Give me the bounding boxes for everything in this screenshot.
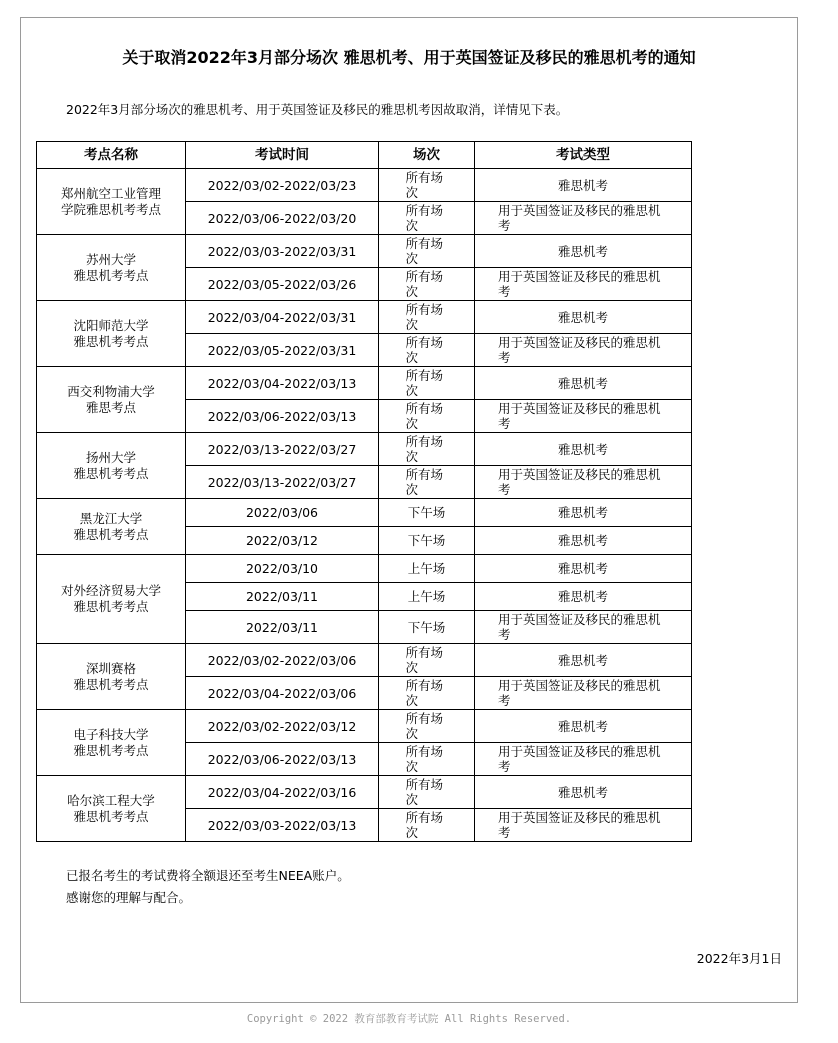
exam-type-cell	[475, 743, 692, 776]
cancellation-table	[36, 141, 692, 842]
header-center: 考点名称	[37, 142, 186, 169]
session-text: 下午场	[407, 533, 446, 548]
session-text: 上午场	[407, 561, 446, 576]
center-name-cell	[37, 776, 186, 842]
copyright-footer: Copyright © 2022 教育部教育考试院 All Rights Reserved.	[246, 1013, 572, 1025]
session-text: 所有场次	[405, 170, 444, 200]
exam-type-cell	[475, 809, 692, 842]
exam-type-text: 用于英国签证及移民的雅思机考	[498, 810, 661, 840]
session-text: 所有场次	[405, 777, 444, 807]
center-name: 电子科技大学 雅思机考考点	[73, 726, 149, 758]
exam-date-cell: 2022/03/02-2022/03/23	[186, 169, 379, 202]
session-cell	[379, 334, 475, 367]
exam-type-text: 雅思机考	[557, 533, 608, 548]
session-text: 所有场次	[405, 203, 444, 233]
session-text: 上午场	[407, 589, 446, 604]
table-row	[37, 367, 692, 400]
exam-type-text: 雅思机考	[557, 441, 608, 457]
session-cell	[379, 466, 475, 499]
session-cell	[379, 301, 475, 334]
table-row	[37, 776, 692, 809]
exam-type-cell	[475, 235, 692, 268]
exam-date-cell: 2022/03/06-2022/03/13	[186, 743, 379, 776]
center-name: 郑州航空工业管理学院雅思机考考点	[60, 185, 161, 217]
exam-type-text: 用于英国签证及移民的雅思机考	[498, 612, 661, 642]
exam-type-cell	[475, 583, 692, 611]
exam-date-cell: 2022/03/05-2022/03/26	[186, 268, 379, 301]
session-cell	[379, 776, 475, 809]
exam-type-cell	[475, 334, 692, 367]
session-cell	[379, 555, 475, 583]
table-row	[37, 555, 692, 583]
center-name: 对外经济贸易大学 雅思机考考点	[60, 583, 161, 614]
exam-date-cell: 2022/03/04-2022/03/16	[186, 776, 379, 809]
notice-intro: 2022年3月部分场次的雅思机考、用于英国签证及移民的雅思机考因故取消，详情见下表。	[66, 102, 569, 117]
exam-date-cell: 2022/03/02-2022/03/12	[186, 710, 379, 743]
exam-type-cell	[475, 776, 692, 809]
exam-type-cell	[475, 499, 692, 527]
session-cell	[379, 433, 475, 466]
exam-type-cell	[475, 527, 692, 555]
session-text: 所有场次	[405, 467, 444, 497]
session-text: 所有场次	[405, 269, 444, 299]
session-text: 所有场次	[405, 678, 444, 708]
exam-date-cell: 2022/03/03-2022/03/31	[186, 235, 379, 268]
session-cell	[379, 710, 475, 743]
exam-type-text: 用于英国签证及移民的雅思机考	[498, 744, 661, 774]
exam-type-text: 雅思机考	[557, 243, 608, 259]
session-text: 所有场次	[405, 711, 444, 741]
exam-type-cell	[475, 169, 692, 202]
exam-type-cell	[475, 301, 692, 334]
center-name-cell	[37, 644, 186, 710]
session-cell	[379, 400, 475, 433]
exam-date-cell: 2022/03/11	[186, 583, 379, 611]
session-text: 所有场次	[405, 810, 444, 840]
exam-date-cell: 2022/03/04-2022/03/31	[186, 301, 379, 334]
session-text: 所有场次	[405, 434, 444, 464]
center-name: 西交利物浦大学 雅思考点	[67, 383, 155, 415]
center-name-cell	[37, 367, 186, 433]
notice-title: 关于取消2022年3月部分场次 雅思机考、用于英国签证及移民的雅思机考的通知	[122, 48, 696, 67]
session-text: 所有场次	[405, 401, 444, 431]
table-body	[37, 169, 692, 842]
refund-note: 已报名考生的考试费将全额退还至考生NEEA账户。	[66, 868, 350, 883]
exam-type-cell	[475, 400, 692, 433]
session-text: 所有场次	[405, 645, 444, 675]
exam-date-cell: 2022/03/05-2022/03/31	[186, 334, 379, 367]
exam-date-cell: 2022/03/13-2022/03/27	[186, 466, 379, 499]
session-text: 所有场次	[405, 302, 444, 332]
session-text: 下午场	[407, 619, 446, 635]
exam-type-text: 用于英国签证及移民的雅思机考	[498, 467, 661, 497]
exam-type-cell	[475, 202, 692, 235]
table-header-row	[37, 142, 692, 169]
table-row	[37, 301, 692, 334]
session-cell	[379, 611, 475, 644]
exam-type-cell	[475, 677, 692, 710]
session-text: 所有场次	[405, 335, 444, 365]
thanks-note: 感谢您的理解与配合。	[66, 890, 192, 905]
session-cell	[379, 202, 475, 235]
center-name-cell	[37, 710, 186, 776]
session-cell	[379, 743, 475, 776]
exam-type-text: 用于英国签证及移民的雅思机考	[498, 269, 661, 299]
exam-date-cell: 2022/03/03-2022/03/13	[186, 809, 379, 842]
center-name-cell	[37, 499, 186, 555]
exam-type-text: 雅思机考	[557, 784, 608, 800]
session-cell	[379, 527, 475, 555]
exam-type-text: 雅思机考	[557, 652, 608, 668]
exam-type-text: 雅思机考	[557, 718, 608, 734]
exam-type-text: 雅思机考	[557, 375, 608, 391]
exam-date-cell: 2022/03/04-2022/03/06	[186, 677, 379, 710]
exam-type-text: 用于英国签证及移民的雅思机考	[498, 203, 661, 233]
center-name: 苏州大学 雅思机考考点	[73, 251, 149, 283]
center-name: 黑龙江大学 雅思机考考点	[73, 510, 149, 542]
exam-date-cell: 2022/03/10	[186, 555, 379, 583]
session-cell	[379, 583, 475, 611]
exam-type-cell	[475, 268, 692, 301]
center-name-cell	[37, 555, 186, 644]
session-cell	[379, 644, 475, 677]
exam-date-cell: 2022/03/04-2022/03/13	[186, 367, 379, 400]
exam-type-cell	[475, 611, 692, 644]
session-text: 下午场	[407, 505, 446, 520]
session-text: 所有场次	[405, 368, 444, 398]
exam-type-text: 雅思机考	[557, 177, 608, 193]
center-name: 沈阳师范大学 雅思机考考点	[73, 317, 149, 349]
exam-type-cell	[475, 367, 692, 400]
exam-date-cell: 2022/03/11	[186, 611, 379, 644]
table-row	[37, 235, 692, 268]
exam-type-cell	[475, 710, 692, 743]
session-cell	[379, 809, 475, 842]
exam-date-cell: 2022/03/06-2022/03/20	[186, 202, 379, 235]
exam-type-text: 用于英国签证及移民的雅思机考	[498, 401, 661, 431]
center-name: 哈尔滨工程大学 雅思机考考点	[67, 792, 155, 824]
exam-date-cell: 2022/03/02-2022/03/06	[186, 644, 379, 677]
session-text: 所有场次	[405, 744, 444, 774]
exam-type-text: 用于英国签证及移民的雅思机考	[498, 335, 661, 365]
center-name: 深圳赛格 雅思机考考点	[73, 660, 149, 692]
center-name-cell	[37, 301, 186, 367]
table-row	[37, 433, 692, 466]
header-type: 考试类型	[475, 142, 692, 169]
exam-date-cell: 2022/03/06-2022/03/13	[186, 400, 379, 433]
exam-type-cell	[475, 555, 692, 583]
table-row	[37, 710, 692, 743]
session-text: 所有场次	[405, 236, 444, 266]
exam-type-text: 用于英国签证及移民的雅思机考	[498, 678, 661, 708]
session-cell	[379, 677, 475, 710]
exam-type-text: 雅思机考	[557, 505, 608, 520]
table-row	[37, 644, 692, 677]
session-cell	[379, 235, 475, 268]
session-cell	[379, 499, 475, 527]
exam-date-cell: 2022/03/12	[186, 527, 379, 555]
exam-type-text: 雅思机考	[557, 309, 608, 325]
center-name: 扬州大学 雅思机考考点	[73, 449, 149, 481]
exam-type-text: 雅思机考	[557, 561, 608, 576]
center-name-cell	[37, 433, 186, 499]
session-cell	[379, 268, 475, 301]
header-session: 场次	[379, 142, 475, 169]
center-name-cell	[37, 169, 186, 235]
notice-date: 2022年3月1日	[696, 951, 782, 966]
exam-date-cell: 2022/03/06	[186, 499, 379, 527]
exam-type-text: 雅思机考	[557, 589, 608, 604]
center-name-cell	[37, 235, 186, 301]
table-row	[37, 169, 692, 202]
exam-type-cell	[475, 644, 692, 677]
exam-type-cell	[475, 433, 692, 466]
header-date: 考试时间	[186, 142, 379, 169]
exam-type-cell	[475, 466, 692, 499]
session-cell	[379, 367, 475, 400]
exam-date-cell: 2022/03/13-2022/03/27	[186, 433, 379, 466]
session-cell	[379, 169, 475, 202]
table-row	[37, 499, 692, 527]
